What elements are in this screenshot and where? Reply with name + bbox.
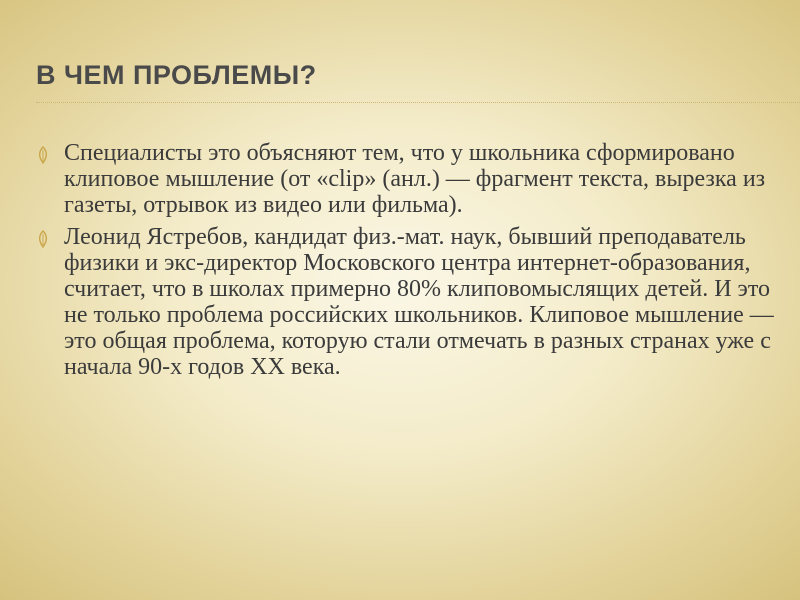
- bullet-item: [36, 140, 776, 218]
- title-divider: [36, 102, 800, 103]
- bullet-text: Специалисты это объясняют тем, что у школьника сформировано клиповое мышление (от «clip» (анл.) — фрагмент текста, вырезка из газеты, отрывок из видео или фильма).: [64, 140, 766, 218]
- leaf-bullet-icon: [36, 230, 50, 248]
- bullet-text: Леонид Ястребов, кандидат физ.-мат. наук, бывший преподаватель физики и экс-директор Московского центра интернет-образования, считает, что в школах примерно 80% клиповомыслящих детей. И это не только проблема российских школьников. Клиповое мышление — это общая проблема, которую стали отмечать в разных странах уже с начала 90-х годов XX века.: [64, 224, 774, 380]
- slide-title: В ЧЕМ ПРОБЛЕМЫ?: [36, 60, 317, 90]
- bullet-list: [36, 140, 776, 386]
- leaf-bullet-icon: [36, 146, 50, 164]
- bullet-item: [36, 224, 776, 380]
